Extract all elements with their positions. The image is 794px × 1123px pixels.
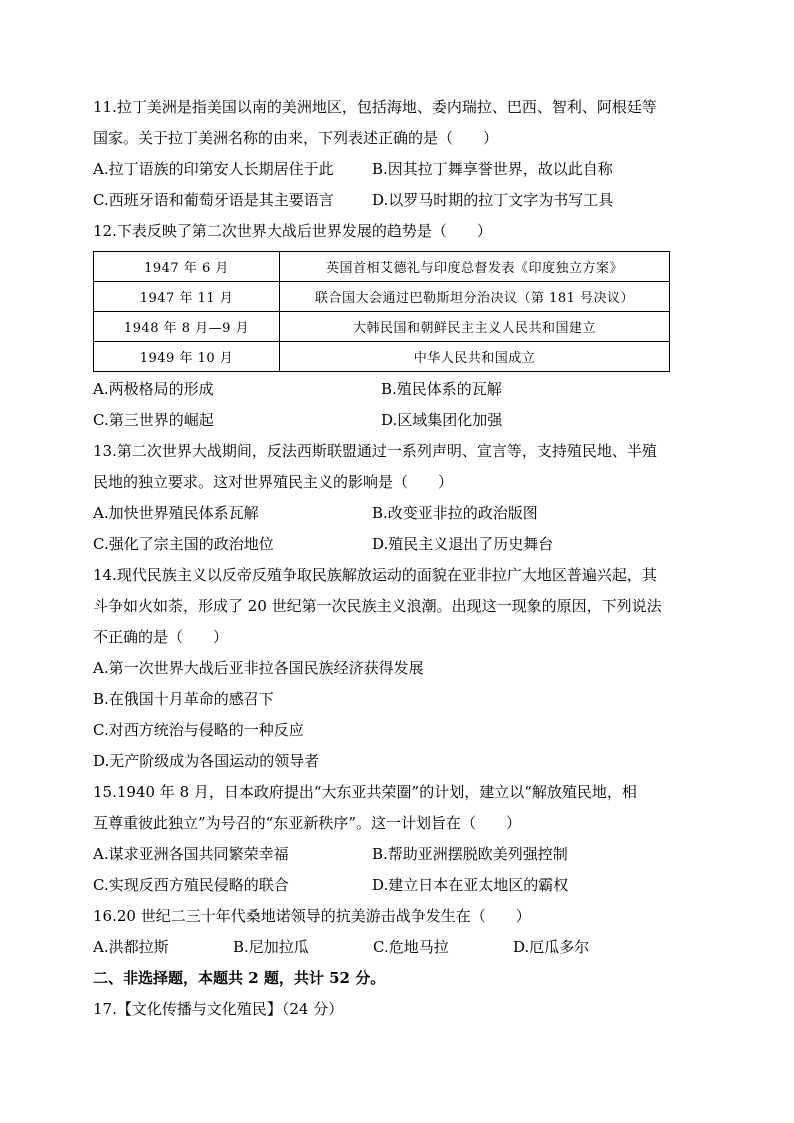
question-stem: 14.现代民族主义以反帝反殖争取民族解放运动的面貌在亚非拉广大地区普遍兴起，其 — [93, 566, 657, 584]
option-d[interactable]: D.以罗马时期的拉丁文字为书写工具 — [372, 191, 614, 209]
question-11 — [93, 92, 705, 216]
table-cell-date: 1947 年 11 月 — [94, 282, 280, 312]
option-row — [93, 498, 705, 529]
table-cell-event: 中华人民共和国成立 — [280, 342, 670, 372]
option-d[interactable]: D.厄瓜多尔 — [513, 938, 590, 956]
option-c[interactable]: C.西班牙语和葡萄牙语是其主要语言 — [93, 191, 334, 209]
question-stem: 国家。关于拉丁美洲名称的由来，下列表述正确的是（ ） — [93, 129, 499, 147]
option-d[interactable]: D.建立日本在亚太地区的霸权 — [372, 876, 569, 894]
option-a[interactable]: A.拉丁语族的印第安人长期居住于此 — [93, 160, 334, 178]
option-a[interactable]: A.谋求亚洲各国共同繁荣幸福 — [93, 845, 289, 863]
option-row — [93, 374, 705, 405]
option-b[interactable]: B.帮助亚洲摆脱欧美列强控制 — [372, 845, 568, 863]
table-row — [94, 252, 670, 282]
question-15 — [93, 777, 705, 901]
option-c[interactable]: C.对西方统治与侵略的一种反应 — [93, 721, 304, 739]
question-stem: 15.1940 年 8 月，日本政府提出“大东亚共荣圈”的计划，建立以“解放殖民地，相 — [93, 783, 637, 801]
option-b[interactable]: B.尼加拉瓜 — [233, 938, 309, 956]
option-row — [93, 154, 705, 185]
option-a[interactable]: A.两极格局的形成 — [93, 380, 214, 398]
option-b[interactable]: B.殖民体系的瓦解 — [381, 380, 502, 398]
table-cell-event: 大韩民国和朝鲜民主主义人民共和国建立 — [280, 312, 670, 342]
exam-page — [93, 92, 705, 1025]
option-row — [93, 185, 705, 216]
question-14 — [93, 560, 705, 777]
table-cell-date: 1948 年 8 月—9 月 — [94, 312, 280, 342]
option-a[interactable]: A.第一次世界大战后亚非拉各国民族经济获得发展 — [93, 659, 424, 677]
question-12 — [93, 216, 705, 436]
table-cell-event: 联合国大会通过巴勒斯坦分治决议（第 181 号决议） — [280, 282, 670, 312]
option-a[interactable]: A.洪都拉斯 — [93, 938, 169, 956]
question-17-title: 17.【文化传播与文化殖民】（24 分） — [93, 1000, 344, 1018]
option-row — [93, 529, 705, 560]
question-stem: 民地的独立要求。这对世界殖民主义的影响是（ ） — [93, 473, 454, 491]
question-stem: 11.拉丁美洲是指美国以南的美洲地区，包括海地、委内瑞拉、巴西、智利、阿根廷等 — [93, 98, 657, 116]
option-c[interactable]: C.第三世界的崛起 — [93, 411, 214, 429]
option-a[interactable]: A.加快世界殖民体系瓦解 — [93, 504, 259, 522]
question-stem: 不正确的是（ ） — [93, 628, 229, 646]
question-stem: 13.第二次世界大战期间，反法西斯联盟通过一系列声明、宣言等，支持殖民地、半殖 — [93, 442, 657, 460]
option-c[interactable]: C.危地马拉 — [373, 938, 449, 956]
table-row — [94, 342, 670, 372]
option-d[interactable]: D.殖民主义退出了历史舞台 — [372, 535, 554, 553]
table-cell-date: 1949 年 10 月 — [94, 342, 280, 372]
option-c[interactable]: C.实现反西方殖民侵略的联合 — [93, 876, 289, 894]
option-b[interactable]: B.在俄国十月革命的感召下 — [93, 690, 274, 708]
table-row — [94, 312, 670, 342]
table-row — [94, 282, 670, 312]
question-13 — [93, 436, 705, 560]
question-stem: 互尊重彼此独立”为号召的“东亚新秩序”。这一计划旨在（ ） — [93, 814, 522, 832]
option-b[interactable]: B.改变亚非拉的政治版图 — [372, 504, 538, 522]
question-16 — [93, 901, 705, 963]
option-d[interactable]: D.区域集团化加强 — [381, 411, 503, 429]
question-stem: 12.下表反映了第二次世界大战后世界发展的趋势是（ ） — [93, 222, 492, 240]
section-heading: 二、非选择题，本题共 2 题，共计 52 分。 — [93, 969, 386, 987]
option-row — [93, 839, 705, 870]
option-b[interactable]: B.因其拉丁舞享誉世界，故以此自称 — [372, 160, 613, 178]
option-row — [93, 870, 705, 901]
table-cell-event: 英国首相艾德礼与印度总督发表《印度独立方案》 — [280, 252, 670, 282]
history-table — [93, 251, 670, 372]
table-cell-date: 1947 年 6 月 — [94, 252, 280, 282]
question-stem: 16.20 世纪二三十年代桑地诺领导的抗美游击战争发生在（ ） — [93, 907, 531, 925]
option-c[interactable]: C.强化了宗主国的政治地位 — [93, 535, 274, 553]
option-row — [93, 405, 705, 436]
question-stem: 斗争如火如荼，形成了 20 世纪第一次民族主义浪潮。出现这一现象的原因，下列说法 — [93, 597, 662, 615]
option-row — [93, 932, 705, 963]
option-d[interactable]: D.无产阶级成为各国运动的领导者 — [93, 752, 320, 770]
